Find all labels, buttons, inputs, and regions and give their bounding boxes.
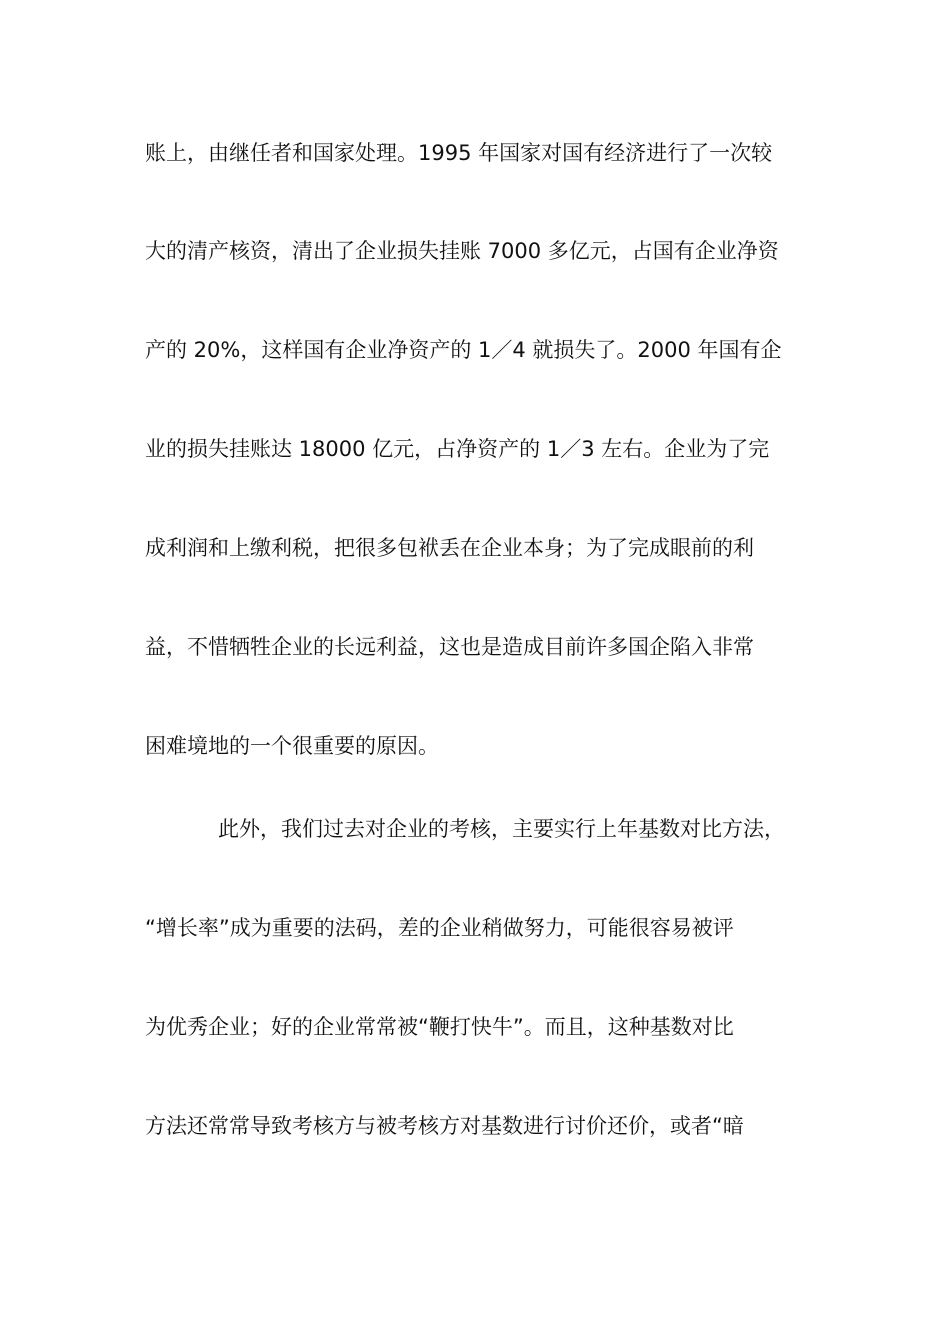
text-line: 账上，由继任者和国家处理。1995 年国家对国有经济进行了一次较 [145, 141, 773, 165]
text-line: “增长率”成为重要的法码，差的企业稍做努力，可能很容易被评 [145, 916, 734, 940]
paragraph-first-line: 此外，我们过去对企业的考核，主要实行上年基数对比方法， [218, 817, 785, 841]
text-line: 大的清产核资，清出了企业损失挂账 7000 多亿元，占国有企业净资 [145, 239, 779, 263]
text-line: 为优秀企业；好的企业常常被“鞭打快牛”。而且，这种基数对比 [145, 1015, 734, 1039]
text-line: 业的损失挂账达 18000 亿元，占净资产的 1／3 左右。企业为了完 [145, 437, 770, 461]
text-line: 益，不惜牺牲企业的长远利益，这也是造成目前许多国企陷入非常 [145, 635, 754, 659]
text-line: 产的 20%，这样国有企业净资产的 1／4 就损失了。2000 年国有企 [145, 338, 782, 362]
text-line: 成利润和上缴利税，把很多包袱丢在企业本身；为了完成眼前的利 [145, 536, 754, 560]
text-line: 困难境地的一个很重要的原因。 [145, 734, 439, 758]
text-line: 方法还常常导致考核方与被考核方对基数进行讨价还价，或者“暗 [145, 1114, 744, 1138]
